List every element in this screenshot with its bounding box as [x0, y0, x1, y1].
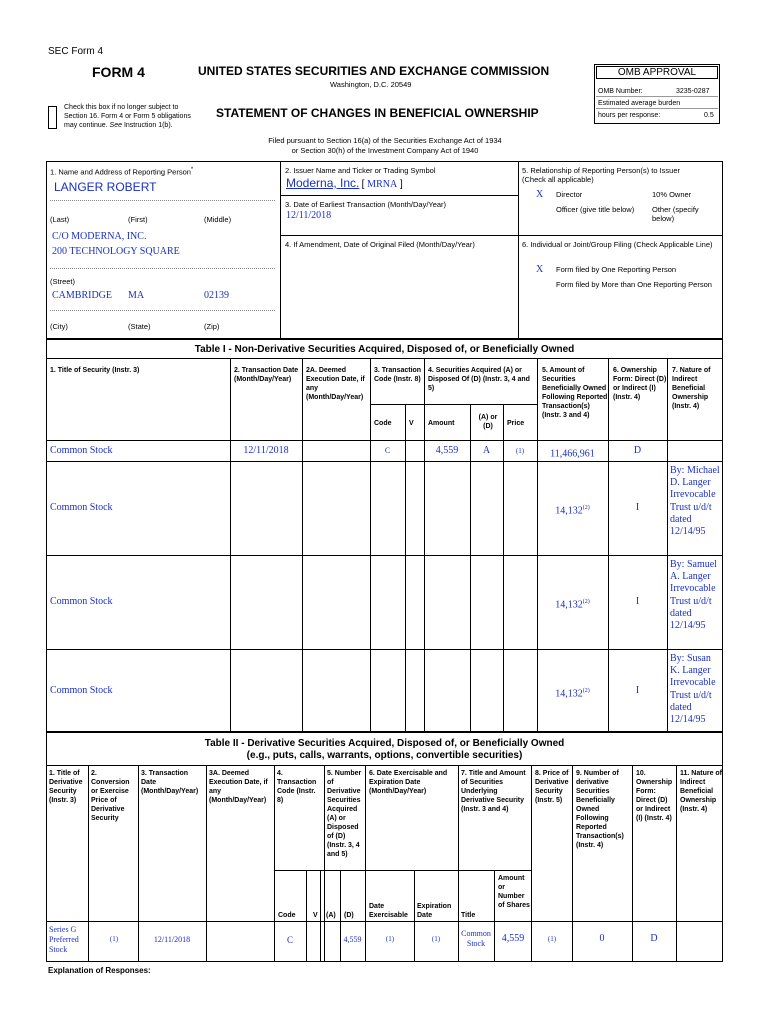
- t2-c1: 1. Title of Derivative Security (Instr. 3): [49, 770, 83, 804]
- reporting-person-name: LANGER ROBERT: [54, 180, 157, 194]
- t2-row-expiration: (1): [431, 935, 441, 943]
- filing-label: 6. Individual or Joint/Group Filing (Check Applicable Line): [522, 240, 713, 249]
- explanation-label: Explanation of Responses:: [48, 966, 151, 975]
- omb-number-value: 3235-0287: [676, 88, 710, 95]
- t1-row-owned-value: 14,132: [555, 687, 583, 699]
- omb-title: OMB APPROVAL: [596, 66, 718, 79]
- t1-aord: (A) or (D): [478, 414, 498, 430]
- t2-c10: 10. Ownership Form: Direct (D) or Indirect (I) (Instr. 4): [636, 770, 673, 822]
- state-value: MA: [128, 290, 145, 301]
- street-label: (Street): [50, 277, 76, 286]
- t1-price: Price: [507, 420, 525, 427]
- t2-code: Code: [278, 912, 296, 919]
- sec-form-label: SEC Form 4: [48, 46, 104, 57]
- t1-v: V: [409, 420, 414, 427]
- amendment-label: 4. If Amendment, Date of Original Filed (Month/Day/Year): [285, 240, 475, 249]
- t2-c6: 6. Date Exercisable and Expiration Date (Month/Day/Year): [369, 770, 448, 795]
- other-label: Other (specify below): [652, 205, 699, 223]
- commission-title: UNITED STATES SECURITIES AND EXCHANGE COMMISSION: [198, 64, 550, 78]
- t1-code: Code: [374, 420, 392, 427]
- t1-row-owned: [537, 502, 608, 517]
- t1-col4: 4. Securities Acquired (A) or Disposed Of (D) (Instr. 3, 4 and 5): [428, 367, 530, 392]
- t2-row-exercisable: (1): [385, 935, 395, 943]
- t2-c9: 9. Number of derivative Securities Beneficially Owned Following Reported Transaction(s) (Instr. 4): [576, 770, 624, 849]
- t1-row-title: Common Stock: [50, 444, 113, 456]
- t2-amt-shares: Amount or Number of Shares: [498, 875, 530, 909]
- t1-row-title: Common Stock: [50, 684, 113, 696]
- t2-row-form: D: [650, 933, 658, 944]
- zip-label: (Zip): [204, 322, 220, 331]
- zip-value: 02139: [204, 290, 229, 301]
- t2-row-date: 12/11/2018: [153, 935, 191, 944]
- city-label: (City): [50, 322, 68, 331]
- officer-label: Officer (give title below): [556, 205, 635, 214]
- ten-pct-label: 10% Owner: [652, 190, 692, 199]
- omb-hours-label: hours per response:: [598, 112, 661, 119]
- t1-row-aord: A: [482, 444, 491, 456]
- t2-c5: 5. Number of Derivative Securities Acquired (A) or Disposed of (D) (Instr. 3, 4 and 5): [327, 770, 362, 858]
- table-1-title: Table I - Non-Derivative Securities Acquired, Disposed of, or Beneficially Owned: [194, 344, 575, 355]
- checkbox-text: Check this box if no longer subject to Section 16. Form 4 or Form 5 obligations may continue. See Instruction 1(b).: [64, 104, 191, 129]
- form-title: FORM 4: [92, 64, 145, 80]
- no-longer-subject-checkbox[interactable]: [48, 106, 57, 129]
- t1-col1: 1. Title of Security (Instr. 3): [50, 367, 140, 374]
- t1-row-nature: By: Susan K. Langer Irrevocable Trust u/d/t dated 12/14/95: [670, 653, 716, 726]
- t2-c4: 4. Transaction Code (Instr. 8): [277, 770, 317, 804]
- t1-row-owned: [537, 685, 608, 700]
- t2-row-title: Series G Preferred Stock: [49, 925, 79, 954]
- more-person-label: Form filed by More than One Reporting Person: [556, 280, 712, 289]
- t2-row-under-title: Common Stock: [461, 929, 491, 948]
- t1-amount: Amount: [428, 420, 455, 427]
- table-2-title: Table II - Derivative Securities Acquired, Disposed of, or Beneficially Owned (e.g., puts, calls, warrants, options, convertible securities): [204, 738, 565, 761]
- t2-row-code: C: [286, 935, 293, 945]
- t2-title: Title: [461, 912, 476, 919]
- t2-v: V: [313, 912, 318, 919]
- t2-row-under-amt: 4,559: [501, 933, 525, 944]
- city-value: CAMBRIDGE: [52, 290, 113, 301]
- t1-row-title: Common Stock: [50, 502, 113, 513]
- t1-row-owned-footnote: (2): [582, 687, 590, 694]
- t2-row-price: (1): [547, 935, 557, 943]
- issuer-name: Moderna, Inc. [ MRNA ]: [286, 176, 403, 190]
- middle-label: (Middle): [204, 215, 232, 224]
- state-label: (State): [128, 322, 151, 331]
- t2-d: (D): [344, 912, 354, 919]
- t2-exp: Expiration Date: [417, 903, 452, 919]
- t1-row-owned-footnote: (2): [582, 599, 590, 605]
- t2-row-d: 4,559: [343, 935, 362, 944]
- t1-row-title: Common Stock: [50, 596, 113, 607]
- filed-pursuant: Filed pursuant to Section 16(a) of the Securities Exchange Act of 1934 or Section 30(h) of the Investment Company Act of 1940: [268, 136, 502, 155]
- one-person-mark: X: [536, 264, 544, 275]
- t1-col7: 7. Nature of Indirect Beneficial Ownership (Instr. 4): [672, 367, 711, 410]
- t2-row-owned: 0: [599, 933, 605, 944]
- t1-row-form: I: [635, 502, 640, 513]
- omb-hours-value: 0.5: [704, 112, 714, 119]
- t1-row-owned: [537, 596, 608, 611]
- t2-c8: 8. Price of Derivative Security (Instr. 5): [535, 770, 569, 804]
- issuer-label: 2. Issuer Name and Ticker or Trading Symbol: [285, 166, 436, 175]
- t1-row-date: 12/11/2018: [243, 444, 289, 456]
- t1-row-form: I: [635, 596, 640, 607]
- t2-a: (A): [326, 912, 336, 919]
- last-label: (Last): [50, 215, 70, 224]
- t1-col2: 2. Transaction Date (Month/Day/Year): [234, 367, 299, 383]
- location: Washington, D.C. 20549: [330, 80, 412, 89]
- t1-col2a: 2A. Deemed Execution Date, if any (Month/Day/Year): [306, 367, 365, 401]
- t1-row-price: (1): [515, 446, 525, 455]
- t1-row-nature: By: Michael D. Langer Irrevocable Trust u/d/t dated 12/14/95: [670, 465, 720, 538]
- t1-col5: 5. Amount of Securities Beneficially Owned Following Reported Transaction(s) (Instr. 3 and 4): [542, 367, 608, 419]
- earliest-date-label: 3. Date of Earliest Transaction (Month/Day/Year): [285, 200, 447, 209]
- reporting-person-label: 1. Name and Address of Reporting Person*: [50, 167, 194, 177]
- t2-row-conv: (1): [109, 935, 119, 943]
- director-label: Director: [556, 190, 583, 199]
- t1-row-owned: [537, 445, 608, 460]
- director-mark: X: [536, 189, 544, 200]
- earliest-date: 12/11/2018: [286, 210, 332, 221]
- t1-row-form: I: [635, 684, 640, 696]
- t1-row-owned-footnote: (2): [582, 505, 590, 511]
- t1-col6: 6. Ownership Form: Direct (D) or Indirect (I) (Instr. 4): [613, 367, 667, 401]
- t2-c7: 7. Title and Amount of Securities Underlying Derivative Security (Instr. 3 and 4): [461, 770, 526, 813]
- t1-row-owned-value: 14,132: [555, 599, 583, 611]
- t1-row-amount: 4,559: [435, 444, 459, 456]
- omb-number-label: OMB Number:: [598, 88, 643, 95]
- t1-row-owned-value: 11,466,961: [550, 447, 595, 459]
- t1-row-form: D: [633, 444, 642, 456]
- t2-c11: 11. Nature of Indirect Beneficial Ownership (Instr. 4): [680, 770, 723, 813]
- t2-c3a: 3A. Deemed Execution Date, if any (Month/Day/Year): [209, 770, 268, 804]
- t1-col3: 3. Transaction Code (Instr. 8): [374, 367, 422, 383]
- t1-row-nature: By: Samuel A. Langer Irrevocable Trust u/d/t dated 12/14/95: [670, 559, 717, 632]
- t1-row-code: C: [384, 445, 391, 455]
- t2-c2: 2. Conversion or Exercise Price of Derivative Security: [91, 770, 130, 822]
- relationship-label: 5. Relationship of Reporting Person(s) to Issuer (Check all applicable): [522, 166, 680, 184]
- first-label: (First): [128, 215, 148, 224]
- address-line1: C/O MODERNA, INC.: [52, 231, 147, 242]
- t2-c3: 3. Transaction Date (Month/Day/Year): [141, 770, 199, 795]
- one-person-label: Form filed by One Reporting Person: [556, 265, 677, 274]
- statement-title: STATEMENT OF CHANGES IN BENEFICIAL OWNERSHIP: [216, 106, 539, 120]
- omb-burden-label: Estimated average burden: [598, 100, 681, 107]
- address-line2: 200 TECHNOLOGY SQUARE: [52, 246, 180, 257]
- t1-row-owned-value: 14,132: [555, 505, 583, 517]
- t2-date-ex: Date Exercisable: [369, 903, 408, 919]
